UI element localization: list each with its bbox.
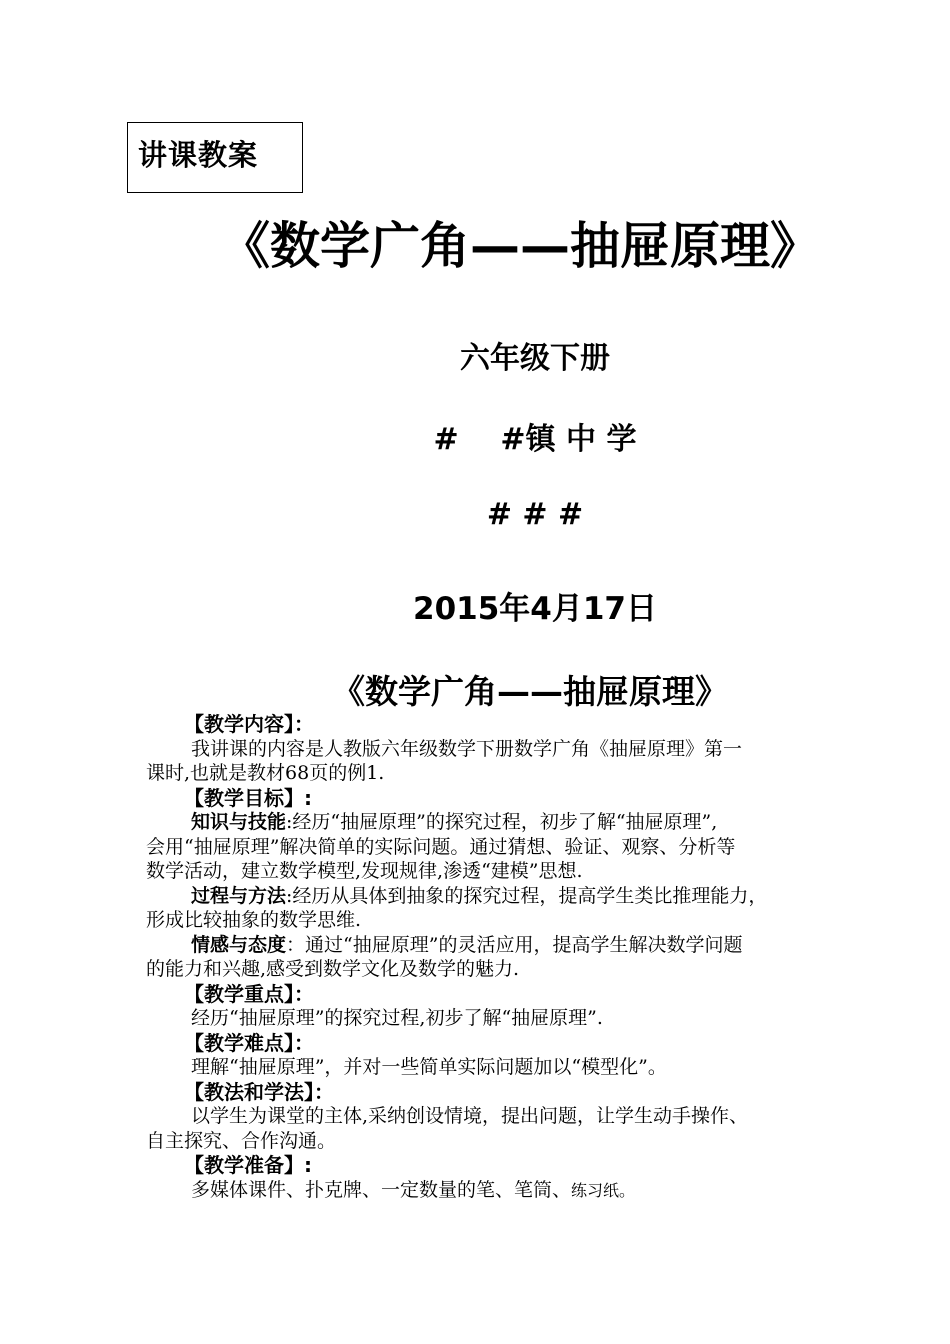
key-points-heading: 【教学重点】：	[184, 981, 314, 1006]
process-line	[146, 884, 876, 909]
emotion-label: 情感与态度	[191, 933, 287, 956]
preparation-heading: 【教学准备】:	[184, 1153, 312, 1177]
lesson-plan-tag: 讲课教案	[138, 138, 259, 172]
process-label: 过程与方法	[191, 884, 287, 907]
process-text-line: 形成比较抽象的数学思维.	[146, 909, 362, 931]
process-text: :经历从具体到抽象的探究过程，提高学生类比推理能力，	[286, 884, 768, 907]
emotion-line	[146, 933, 876, 958]
lesson-plan-tag-box	[127, 122, 303, 193]
content-text-line: 我讲课的内容是人教版六年级数学下册数学广角《抽屉原理》第一	[191, 737, 743, 760]
objectives-heading: 【教学目标】:	[184, 785, 312, 810]
content-heading: 【教学内容】：	[184, 712, 314, 736]
preparation-text: 多媒体课件、扑克牌、一定数量的笔、笔筒、	[191, 1178, 572, 1201]
knowledge-text: :经历“抽屉原理”的探究过程，初步了解“抽屉原理”,	[286, 811, 718, 833]
knowledge-text-line: 会用“抽屉原理”解决简单的实际问题。通过猜想、验证、观察、分析等	[146, 835, 736, 858]
knowledge-text-line: 数学活动，建立数学模型,发现规律,渗透“建模”思想.	[146, 860, 583, 882]
school-name: # #镇 中 学	[433, 422, 637, 457]
preparation-line	[146, 1178, 876, 1203]
date: 2015年4月17日	[413, 591, 657, 627]
lesson-content	[146, 712, 876, 1202]
methods-heading: 【教法和学法】：	[184, 1079, 334, 1104]
grade-label: 六年级下册	[460, 341, 610, 376]
knowledge-label: 知识与技能	[191, 811, 287, 833]
emotion-text-line: 的能力和兴趣,感受到数学文化及数学的魅力.	[146, 958, 520, 980]
section-title: 《数学广角——抽屉原理》	[332, 672, 728, 711]
methods-text-line: 以学生为课堂的主体,采纳创设情境，提出问题，让学生动手操作、	[191, 1105, 749, 1127]
key-points-text: 经历“抽屉原理”的探究过程,初步了解“抽屉原理”.	[191, 1007, 603, 1029]
knowledge-line	[146, 810, 876, 835]
author-name: # # #	[486, 497, 584, 532]
main-title: 《数学广角——抽屉原理》	[220, 217, 820, 275]
difficulties-text: 理解“抽屉原理”，并对一些简单实际问题加以“模型化”。	[191, 1056, 667, 1078]
content-text-line: 课时,也就是教材68页的例1.	[146, 762, 385, 784]
methods-text-line: 自主探究、合作沟通。	[146, 1129, 337, 1152]
emotion-text: ：通过“抽屉原理”的灵活应用，提高学生解决数学问题	[286, 933, 743, 956]
difficulties-heading: 【教学难点】：	[184, 1030, 314, 1055]
preparation-text-small: 练习纸。	[571, 1180, 636, 1200]
